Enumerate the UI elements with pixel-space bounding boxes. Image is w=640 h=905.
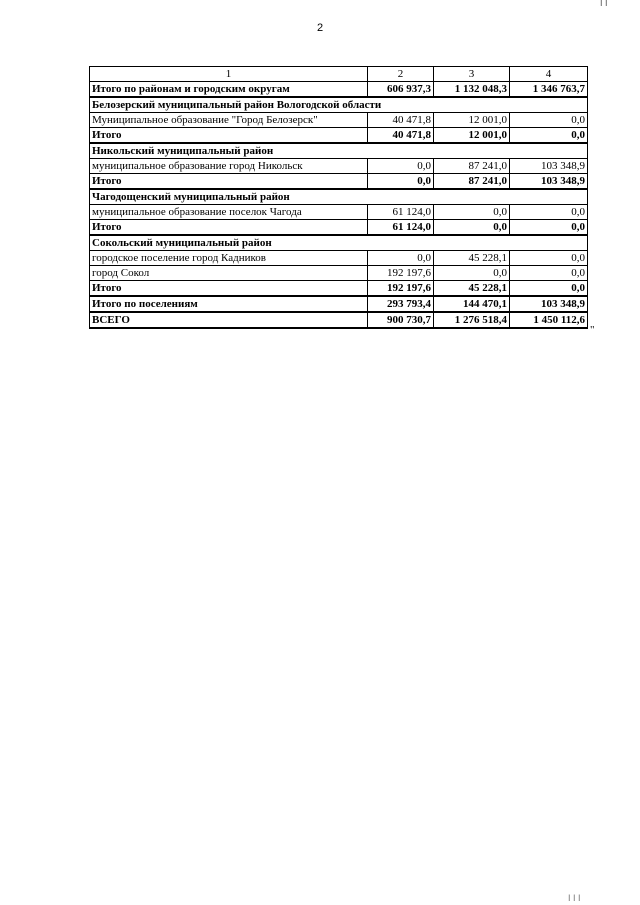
row-label: муниципальное образование поселок Чагода bbox=[90, 205, 368, 220]
value-cell: 0,0 bbox=[368, 159, 434, 174]
value-cell: 293 793,4 bbox=[368, 296, 434, 312]
total-row bbox=[90, 174, 588, 190]
table-header-row bbox=[90, 67, 588, 82]
value-cell: 103 348,9 bbox=[510, 174, 588, 190]
bottom-mark: I I I bbox=[568, 893, 581, 903]
section-row bbox=[90, 97, 588, 113]
column-header: 2 bbox=[368, 67, 434, 82]
row-label: городское поселение город Кадников bbox=[90, 251, 368, 266]
value-cell: 40 471,8 bbox=[368, 113, 434, 128]
value-cell: 103 348,9 bbox=[510, 159, 588, 174]
row-label: Итого bbox=[90, 174, 368, 190]
value-cell: 12 001,0 bbox=[434, 113, 510, 128]
value-cell: 87 241,0 bbox=[434, 159, 510, 174]
row-label: муниципальное образование город Никольск bbox=[90, 159, 368, 174]
value-cell: 144 470,1 bbox=[434, 296, 510, 312]
value-cell: 1 450 112,6 bbox=[510, 312, 588, 328]
table-row bbox=[90, 251, 588, 266]
value-cell: 0,0 bbox=[510, 113, 588, 128]
row-label: Муниципальное образование "Город Белозерск" bbox=[90, 113, 368, 128]
total-row bbox=[90, 296, 588, 312]
budget-table bbox=[89, 66, 588, 329]
value-cell: 192 197,6 bbox=[368, 281, 434, 297]
total-row bbox=[90, 220, 588, 236]
total-row bbox=[90, 312, 588, 328]
corner-mark: I I bbox=[600, 0, 608, 8]
value-cell: 0,0 bbox=[510, 266, 588, 281]
total-row bbox=[90, 128, 588, 144]
value-cell: 1 276 518,4 bbox=[434, 312, 510, 328]
section-row bbox=[90, 235, 588, 251]
value-cell: 0,0 bbox=[510, 251, 588, 266]
table-row bbox=[90, 159, 588, 174]
value-cell: 61 124,0 bbox=[368, 220, 434, 236]
table-row bbox=[90, 205, 588, 220]
section-title: Никольский муниципальный район bbox=[90, 143, 588, 159]
value-cell: 45 228,1 bbox=[434, 281, 510, 297]
row-label: Итого bbox=[90, 220, 368, 236]
value-cell: 1 132 048,3 bbox=[434, 82, 510, 98]
column-header: 4 bbox=[510, 67, 588, 82]
value-cell: 12 001,0 bbox=[434, 128, 510, 144]
value-cell: 1 346 763,7 bbox=[510, 82, 588, 98]
value-cell: 0,0 bbox=[510, 281, 588, 297]
value-cell: 0,0 bbox=[434, 266, 510, 281]
row-label: ВСЕГО bbox=[90, 312, 368, 328]
value-cell: 0,0 bbox=[434, 205, 510, 220]
value-cell: 900 730,7 bbox=[368, 312, 434, 328]
column-header: 3 bbox=[434, 67, 510, 82]
row-label: город Сокол bbox=[90, 266, 368, 281]
closing-quote: " bbox=[590, 324, 595, 336]
value-cell: 606 937,3 bbox=[368, 82, 434, 98]
column-header: 1 bbox=[90, 67, 368, 82]
value-cell: 192 197,6 bbox=[368, 266, 434, 281]
value-cell: 0,0 bbox=[368, 251, 434, 266]
value-cell: 0,0 bbox=[368, 174, 434, 190]
value-cell: 45 228,1 bbox=[434, 251, 510, 266]
value-cell: 0,0 bbox=[510, 220, 588, 236]
value-cell: 0,0 bbox=[510, 205, 588, 220]
row-label: Итого по районам и городским округам bbox=[90, 82, 368, 98]
value-cell: 0,0 bbox=[434, 220, 510, 236]
section-title: Чагодощенский муниципальный район bbox=[90, 189, 588, 205]
row-label: Итого bbox=[90, 281, 368, 297]
value-cell: 0,0 bbox=[510, 128, 588, 144]
value-cell: 103 348,9 bbox=[510, 296, 588, 312]
value-cell: 61 124,0 bbox=[368, 205, 434, 220]
total-row bbox=[90, 82, 588, 98]
value-cell: 87 241,0 bbox=[434, 174, 510, 190]
table-body bbox=[90, 67, 588, 329]
section-title: Сокольский муниципальный район bbox=[90, 235, 588, 251]
table-row bbox=[90, 266, 588, 281]
row-label: Итого по поселениям bbox=[90, 296, 368, 312]
page-number: 2 bbox=[316, 22, 324, 34]
table-row bbox=[90, 113, 588, 128]
total-row bbox=[90, 281, 588, 297]
value-cell: 40 471,8 bbox=[368, 128, 434, 144]
row-label: Итого bbox=[90, 128, 368, 144]
section-title: Белозерский муниципальный район Вологодской области bbox=[90, 97, 588, 113]
section-row bbox=[90, 143, 588, 159]
section-row bbox=[90, 189, 588, 205]
